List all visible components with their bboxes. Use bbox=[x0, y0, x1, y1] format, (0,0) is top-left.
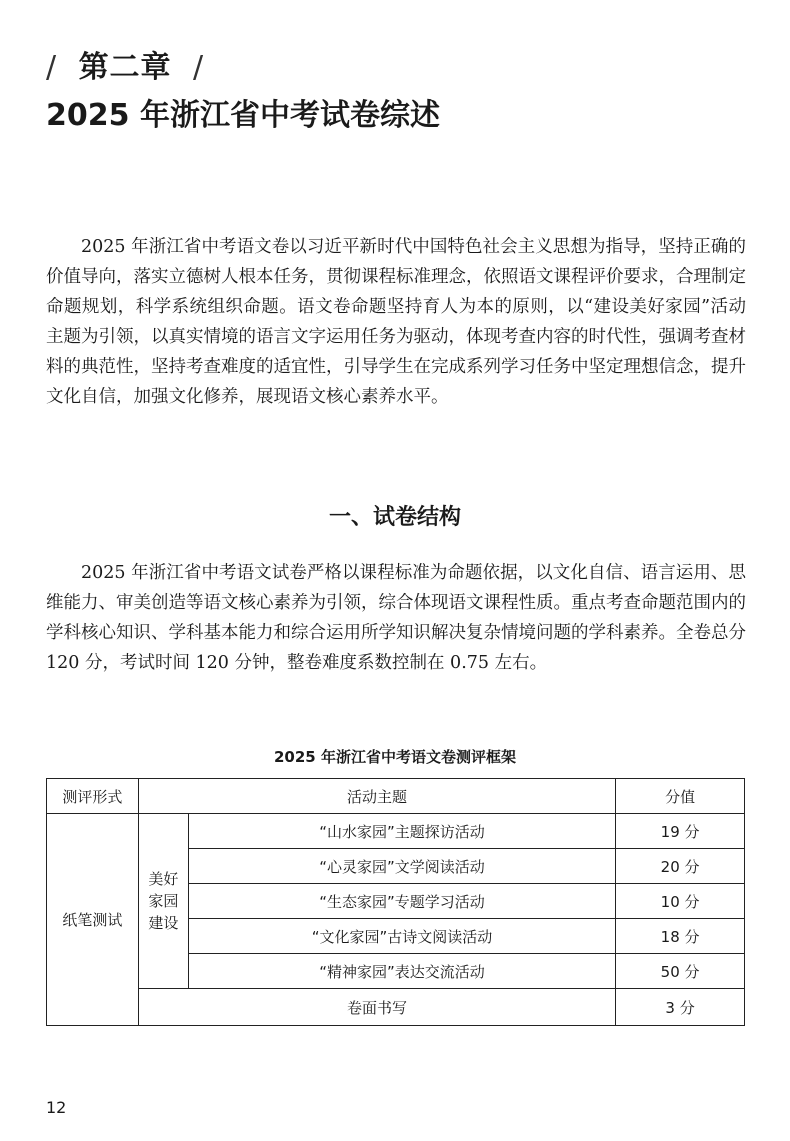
group-label: 美好 家园 建设 bbox=[148, 870, 179, 932]
activity-cell: “山水家园”主题探访活动 bbox=[188, 814, 615, 849]
chapter-label: 第二章 bbox=[78, 50, 172, 85]
header-form: 测评形式 bbox=[47, 779, 139, 814]
intro-paragraph: 2025 年浙江省中考语文卷以习近平新时代中国特色社会主义思想为指导，坚持正确的价值导向，落实立德树人根本任务，贯彻课程标准理念，依照语文课程评价要求，合理制定命题规划，科学系统组织命题。语文卷命题坚持育人为本的原则，以“建设美好家园”活动主题为引领，以真实情境的语言文字运用任务为驱动，体现考查内容的时代性，强调考查材料的典范性，坚持考查难度的适宜性，引导学生在完成系列学习任务中坚定理想信念，提升文化自信，加强文化修养，展现语文核心素养水平。 bbox=[46, 237, 746, 407]
chapter-heading bbox=[46, 42, 204, 86]
chapter-slash-left: / bbox=[46, 50, 58, 85]
table-row bbox=[47, 989, 745, 1026]
form-cell: 纸笔测试 bbox=[47, 814, 139, 1026]
table-row bbox=[47, 814, 745, 849]
table-header-row bbox=[47, 779, 745, 814]
score-cell: 3 分 bbox=[616, 989, 745, 1026]
group-cell bbox=[138, 814, 188, 989]
header-score: 分值 bbox=[616, 779, 745, 814]
page-title: 2025 年浙江省中考试卷综述 bbox=[46, 98, 440, 133]
structure-paragraph: 2025 年浙江省中考语文试卷严格以课程标准为命题依据，以文化自信、语言运用、思维能力、审美创造等语文核心素养为引领，综合体现语文课程性质。重点考查命题范围内的学科核心知识、学科基本能力和综合运用所学知识解决复杂情境问题的学科素养。全卷总分 120 分，考试时间 120 分钟，整卷难度系数控制在 0.75 左右。 bbox=[46, 563, 746, 673]
score-cell: 18 分 bbox=[616, 919, 745, 954]
section-heading: 一、试卷结构 bbox=[328, 505, 461, 530]
page-number: 12 bbox=[46, 1098, 67, 1117]
assessment-framework-table bbox=[46, 778, 745, 1026]
table-caption: 2025 年浙江省中考语文卷测评框架 bbox=[274, 748, 516, 766]
score-cell: 10 分 bbox=[616, 884, 745, 919]
activity-cell: “精神家园”表达交流活动 bbox=[188, 954, 615, 989]
header-theme: 活动主题 bbox=[138, 779, 615, 814]
score-cell: 20 分 bbox=[616, 849, 745, 884]
activity-cell: “文化家园”古诗文阅读活动 bbox=[188, 919, 615, 954]
score-cell: 50 分 bbox=[616, 954, 745, 989]
chapter-slash-right: / bbox=[193, 50, 205, 85]
activity-cell: “心灵家园”文学阅读活动 bbox=[188, 849, 615, 884]
activity-cell: 卷面书写 bbox=[138, 989, 615, 1026]
score-cell: 19 分 bbox=[616, 814, 745, 849]
activity-cell: “生态家园”专题学习活动 bbox=[188, 884, 615, 919]
